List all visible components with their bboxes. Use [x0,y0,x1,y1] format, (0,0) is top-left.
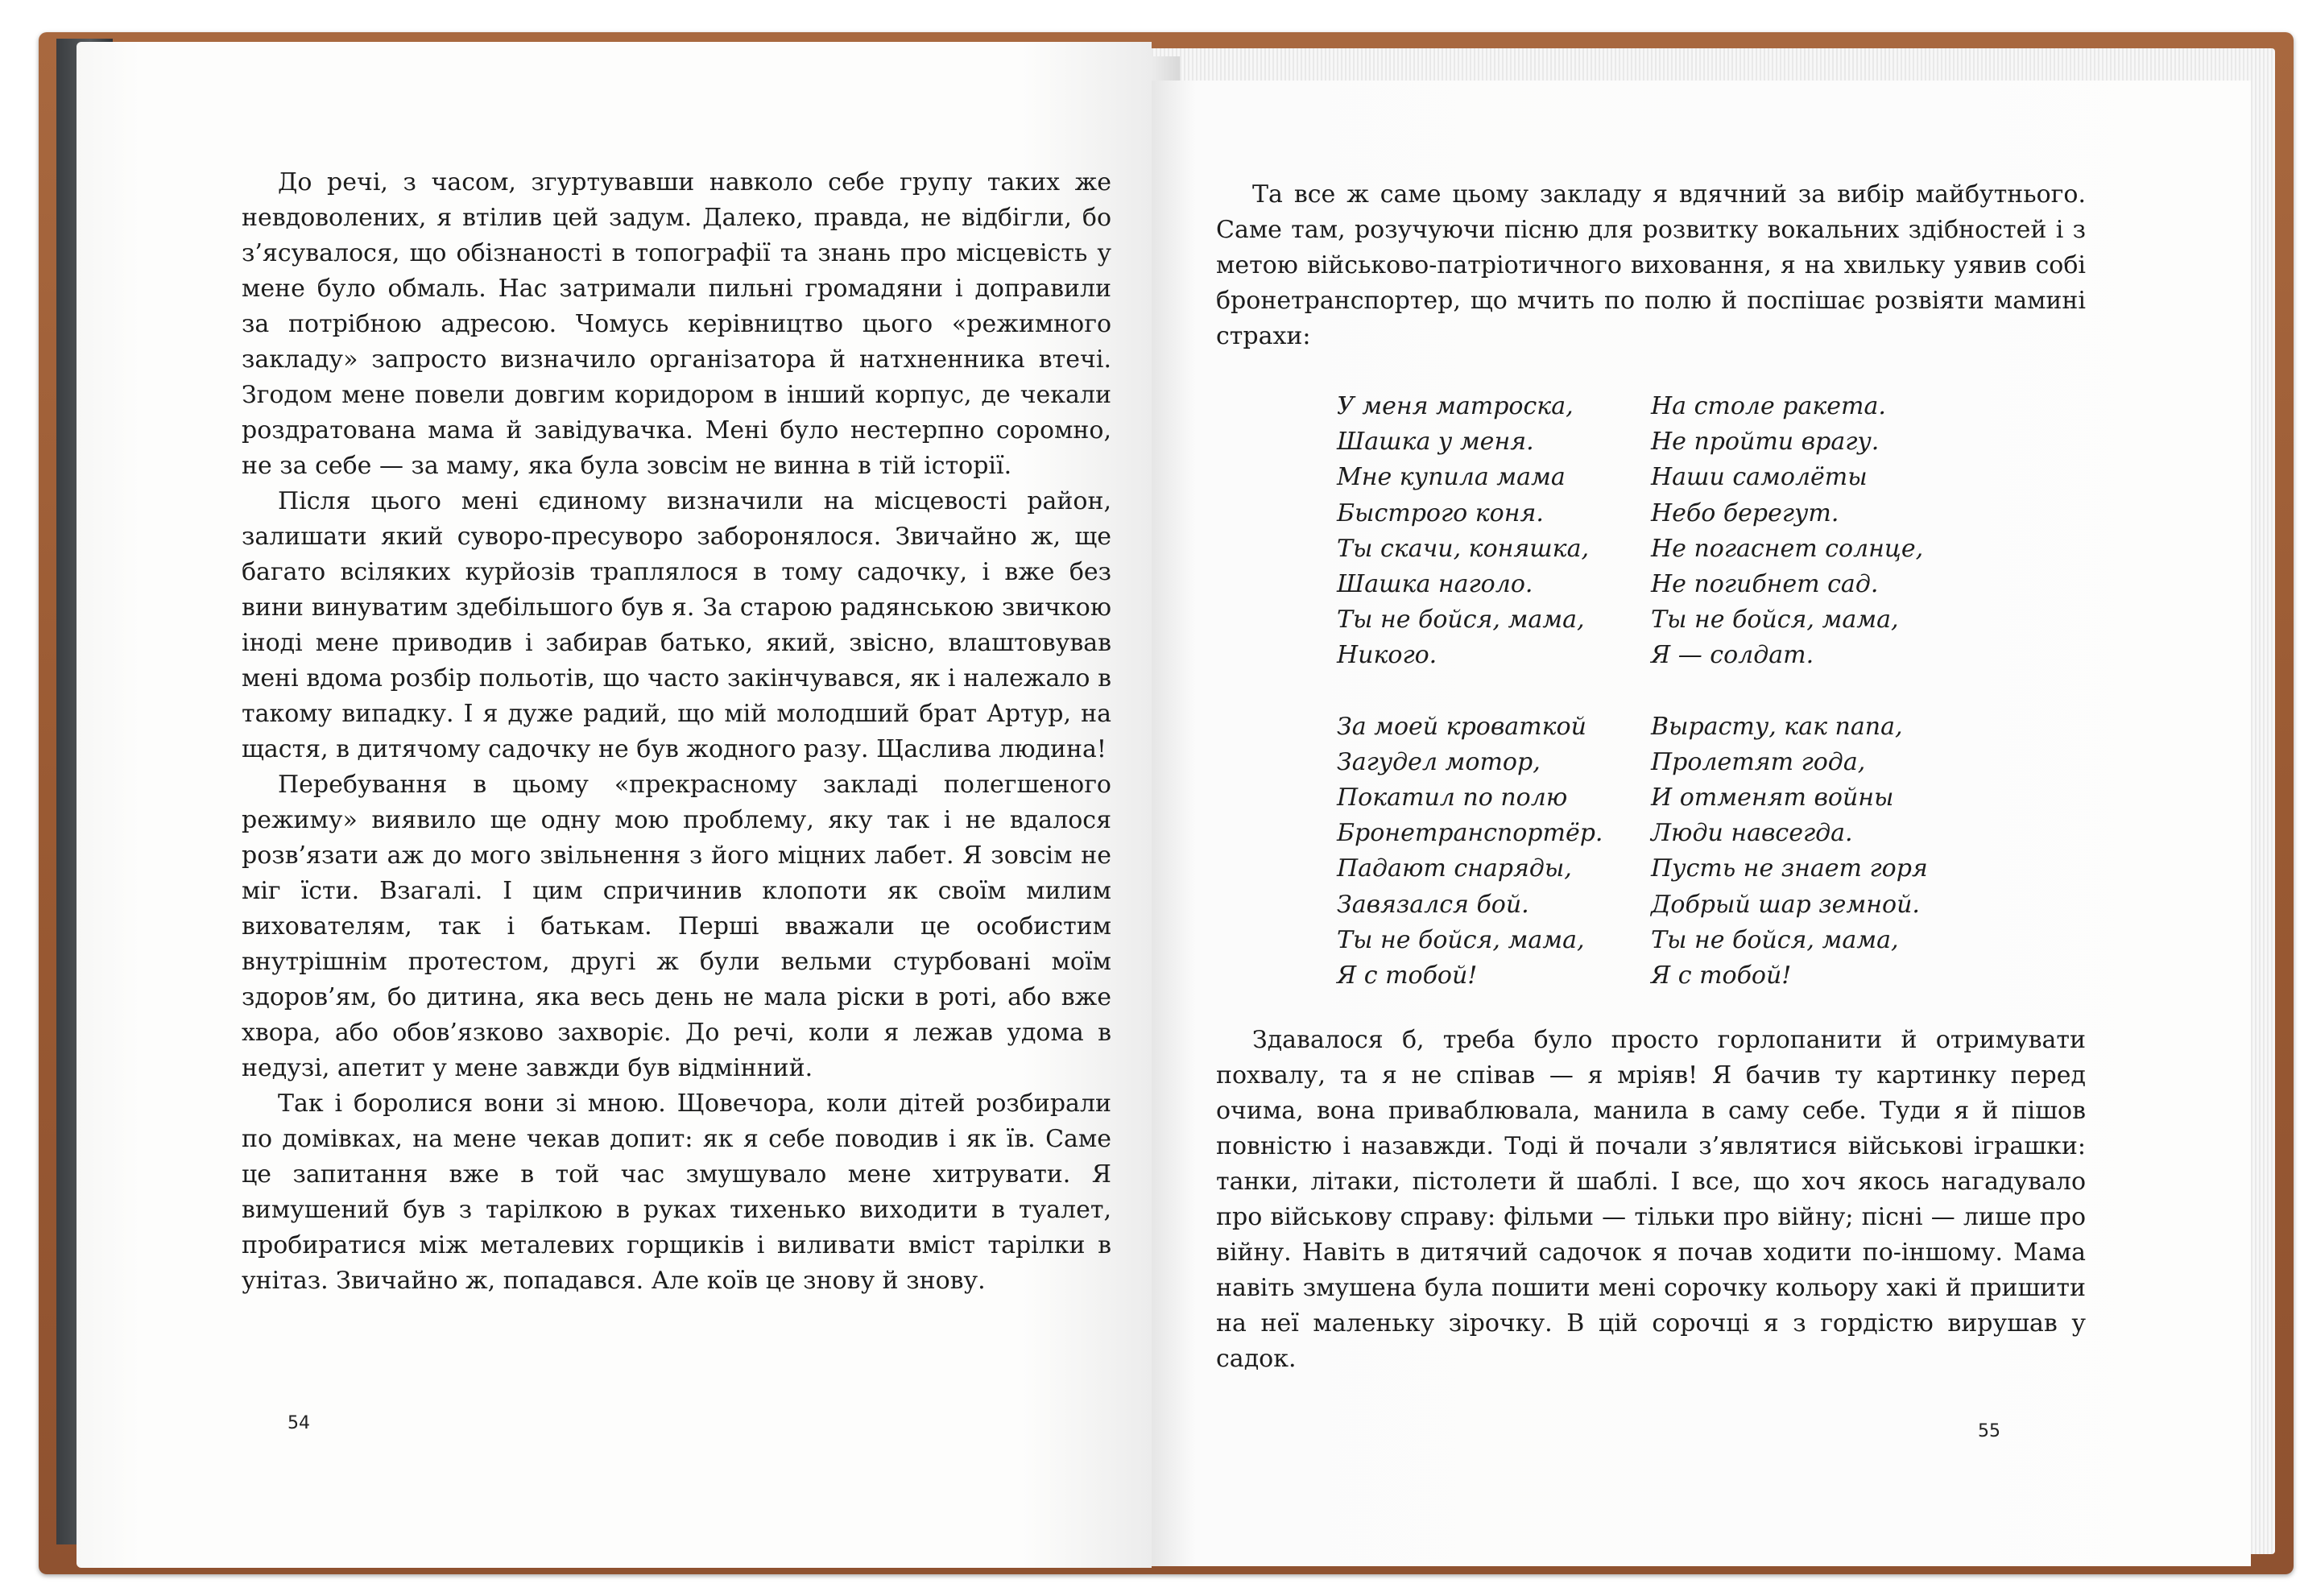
poem-line: Добрый шар земной. [1651,890,1920,919]
poem-line: Не пройти врагу. [1651,428,1880,457]
left-paragraph: Так і боролися вони зі мною. Щовечора, коли дітей розбирали по домівках, на мене чекав допит: як я себе поводив і як їв. Саме це запитання вже в той час змушувало мене хитрувати. Я вимушений був з тарілкою в руках тихенько виходити в туалет, пробиратися між металевих горщиків і виливати вміст тарілки в унітаз. Звичайно ж, попадався. Але коїв це знову й знову. [242,1089,1111,1295]
poem-line: Ты не бойся, мама, [1337,606,1585,635]
poem-line: Завязался бой. [1337,890,1529,919]
poem-line: И отменят войны [1651,784,1894,812]
poem-line: Люди навсегда. [1651,819,1853,848]
page-number-left: 54 [288,1413,310,1433]
poem-line: Я — солдат. [1651,641,1814,670]
poem-line: На столе ракета. [1651,392,1886,420]
poem-line: Быстрого коня. [1337,498,1544,527]
poem-stanza-gap [1651,674,1928,709]
poem-line: Покатил по полю [1337,784,1568,812]
poem-column-right [1651,389,1928,994]
poem-line: Ты не бойся, мама, [1651,606,1899,635]
left-paragraph: До речі, з часом, згуртувавши навколо себе групу таких же невдоволених, я втілив цей задум. Далеко, правда, не відбігли, бо з’ясувалося, що обізнаності в топографії та знань про місцевість у мене було обмаль. Нас затримали пильні громадяни і доправили за потрібною адресою. Чомусь керівництво цього «режимного закладу» запросто визначило організатора й натхненника втечі. Згодом мене повели довгим коридором в інший корпус, де чекали роздратована мама й завідувачка. Мені було нестерпно соромно, не за себе — за маму, яка була зовсім не винна в тій історії. [242,168,1111,480]
poem-line: Пролетят года, [1651,747,1866,776]
poem-column-left [1337,389,1603,994]
poem-line: Не погибнет сад. [1651,570,1879,599]
page-number-right: 55 [1978,1421,2000,1441]
poem-line: У меня матроска, [1337,392,1574,420]
poem-line: Вырасту, как папа, [1651,712,1903,741]
poem-line: Никого. [1337,641,1438,670]
poem-line: Шашка наголо. [1337,570,1533,599]
poem-line: Падают снаряды, [1337,854,1572,883]
poem-line: Я с тобой! [1651,961,1792,990]
right-paragraph-intro: Та все ж саме цьому закладу я вдячний за вибір майбутнього. Саме там, розучуючи пісню для розвитку вокальних здібностей і з метою військово-патріотичного виховання, я на хвильку уявив собі бронетранспортер, що мчить по полю й поспішає розвіяти мамині страхи: [1216,180,2086,350]
poem-line: Я с тобой! [1337,961,1478,990]
poem-line: Ты скачи, коняшка, [1337,534,1589,563]
poem-line: Шашка у меня. [1337,428,1534,457]
poem-line: Загудел мотор, [1337,747,1541,776]
poem-line: Пусть не знает горя [1651,854,1928,883]
right-page-outro [1216,1023,2086,1377]
poem-line: Небо берегут. [1651,498,1839,527]
poem-line: За моей кроваткой [1337,712,1586,741]
left-paragraph: Перебування в цьому «прекрасному закладі полегшеного режиму» виявило ще одну мою проблему, яку так і не вдалося розв’язати аж до мого звільнення з його міцних лабет. Я зовсім не міг їсти. Взагалі. І цим спричинив клопоти як своїм милим вихователям, так і батькам. Перші вважали це особистим внутрішнім протестом, другі ж були вельми стурбовані моїм здоров’ям, бо дитина, яка весь день не мала ріски в роті, або вже хвора, або обов’язково захворіє. До речі, коли я лежав удома в недузі, апетит у мене завжди був відмінний. [242,771,1111,1082]
right-paragraph-outro: Здавалося б, треба було просто горлопанити й отримувати похвалу, та я не співав — я мріяв! Я бачив ту картинку перед очима, вона приваблювала, манила в саму себе. Туди я й пішов повністю і назавжди. Тоді й почали з’являтися військові іграшки: танки, літаки, пістолети й шаблі. І все, що хоч якось нагадувало про військову справу: фільми — тільки про війну; пісні — лише про війну. Навіть в дитячий садочок я почав ходити по-іншому. Мама навіть змушена була пошити мені сорочку кольору хакі й пришити на неї маленьку зірочку. В цій сорочці я з гордістю вирушав у садок. [1216,1026,2086,1373]
poem-line: Мне купила мама [1337,463,1566,492]
left-page-text [242,165,1111,1299]
poem-line: Ты не бойся, мама, [1337,925,1585,954]
poem-line: Бронетранспортёр. [1337,819,1603,848]
left-paragraph: Після цього мені єдиному визначили на місцевості район, залишати який суворо-пресуворо заборонялося. Звичайно ж, ще багато всіляких курйозів траплялося в тому садочку, і вже без вини винуватим здебільшого був я. За старою радянською звичкою іноді мене приводив і забирав батько, який, звісно, влаштовував мені вдома розбір польотів, що часто закінчувався, як і належало в такому випадку. І я дуже радий, що мій молодший брат Артур, на щастя, в дитячому садочку не був жодного разу. Щаслива людина! [242,487,1111,763]
poem-stanza-gap [1337,674,1603,709]
poem-line: Не погаснет солнце, [1651,534,1924,563]
poem-line: Ты не бойся, мама, [1651,925,1899,954]
poem-line: Наши самолёты [1651,463,1868,492]
right-page-intro [1216,177,2086,354]
